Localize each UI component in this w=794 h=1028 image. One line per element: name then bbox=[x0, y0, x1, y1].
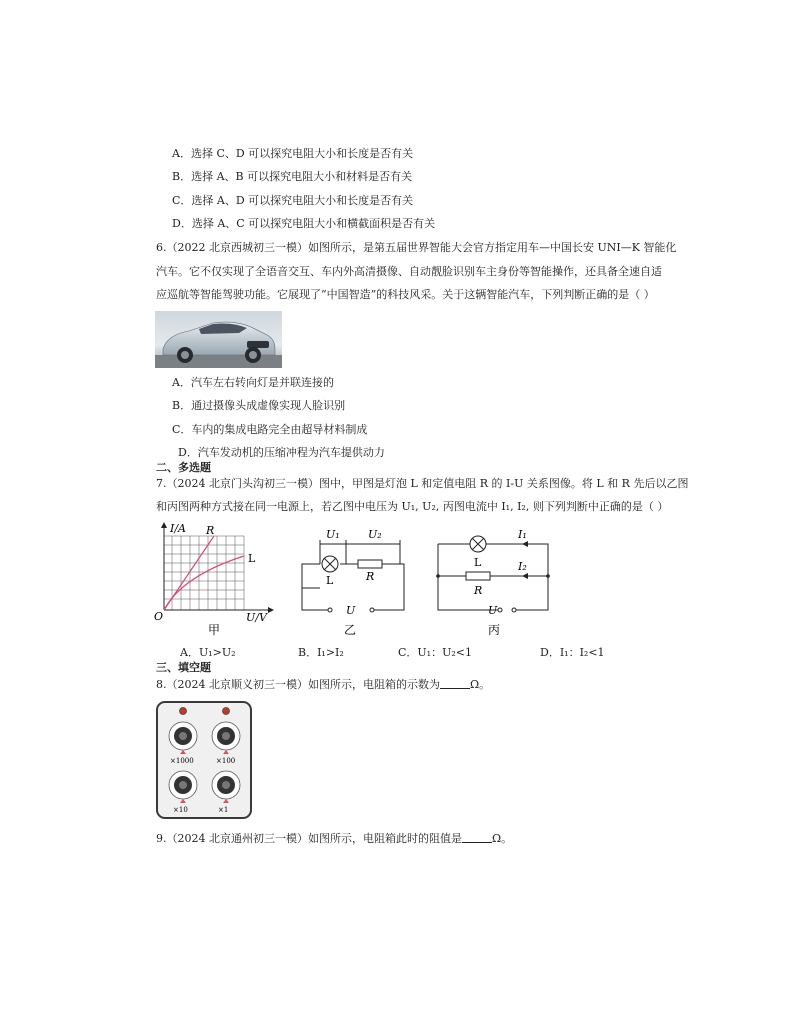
q6-stem-line-3: 应巡航等智能驾驶功能。它展现了“中国智造”的科技风采。关于这辆智能汽车，下列判断正确的是（ ） bbox=[156, 288, 655, 301]
q8-stem bbox=[156, 678, 490, 692]
section-heading-fill: 三、填空题 bbox=[156, 661, 211, 674]
q9-suffix: Ω。 bbox=[491, 832, 513, 845]
q6-option-b: B．通过摄像头成虚像实现人脸识别 bbox=[172, 399, 346, 412]
q9-stem bbox=[156, 832, 512, 846]
label-lamp: L bbox=[474, 556, 482, 569]
resistor-icon bbox=[358, 560, 382, 568]
iu-graph bbox=[152, 520, 276, 642]
q7-option-d: D．I₁：I₂<1 bbox=[540, 646, 605, 659]
circuit3-caption: 丙 bbox=[488, 623, 501, 637]
label-lamp: L bbox=[326, 574, 334, 587]
q6-option-c: C．车内的集成电路完全由超导材料制成 bbox=[172, 423, 368, 436]
section-heading-multi: 二、多选题 bbox=[156, 461, 211, 474]
label-u2: U₂ bbox=[368, 528, 382, 541]
parallel-circuit bbox=[432, 520, 554, 642]
q8-prefix: 8.（2024 北京顺义初三一模）如图所示，电阻箱的示数为 bbox=[156, 678, 440, 691]
q9-answer-blank[interactable] bbox=[462, 832, 492, 843]
q6-stem-line-2: 汽车。它不仅实现了全语音交互、车内外高清摄像、自动靓脸识别车主身份等智能操作，还具备全速自适 bbox=[156, 265, 662, 278]
label-source: U bbox=[346, 604, 356, 617]
q5-option-a: A．选择 C、D 可以探究电阻大小和长度是否有关 bbox=[172, 147, 414, 160]
q7-option-b: B．I₁>I₂ bbox=[298, 646, 344, 659]
q6-option-d: D．汽车发动机的压缩冲程为汽车提供动力 bbox=[178, 446, 385, 459]
q5-option-c: C．选择 A、D 可以探究电阻大小和长度是否有关 bbox=[172, 194, 414, 207]
resistance-box bbox=[156, 701, 252, 819]
q7-stem-line-1: 7.（2024 北京门头沟初三一模）图中，甲图是灯泡 L 和定值电阻 R 的 I-U 关系图像。将 L 和 R 先后以乙图 bbox=[156, 477, 689, 490]
label-source: U bbox=[488, 604, 498, 617]
q5-option-b: B．选择 A、B 可以探究电阻大小和材料是否有关 bbox=[172, 170, 413, 183]
series-circuit bbox=[296, 520, 412, 642]
graph-origin: O bbox=[154, 610, 164, 623]
label-u1: U₁ bbox=[326, 528, 340, 541]
resistor-icon bbox=[466, 572, 490, 580]
label-i1: I₁ bbox=[518, 528, 527, 541]
q6-option-a: A．汽车左右转向灯是并联连接的 bbox=[172, 376, 334, 389]
graph-curve-r-label: R bbox=[206, 524, 215, 537]
graph-ylabel: I/A bbox=[170, 522, 186, 535]
q7-option-a: A．U₁>U₂ bbox=[180, 646, 236, 659]
q6-stem-line-1: 6.（2022 北京西城初三一模）如图所示，是第五届世界智能大会官方指定用车—中国长安 UNI—K 智能化 bbox=[156, 241, 677, 254]
dial-label-1000: ×1000 bbox=[170, 757, 194, 765]
car-photo bbox=[155, 311, 282, 368]
q8-suffix: Ω。 bbox=[469, 678, 491, 691]
circuit2-caption: 乙 bbox=[344, 623, 357, 637]
q7-stem-line-2: 和丙图两种方式接在同一电源上，若乙图中电压为 U₁, U₂, 丙图电流中 I₁, I₂, 则下列判断中正确的是（ ） bbox=[156, 500, 669, 513]
label-resistor: R bbox=[366, 570, 375, 583]
curve-l bbox=[164, 556, 244, 610]
graph-caption: 甲 bbox=[208, 623, 221, 637]
graph-xlabel: U/V bbox=[246, 611, 267, 624]
q7-option-c: C．U₁：U₂<1 bbox=[398, 646, 472, 659]
q9-prefix: 9.（2024 北京通州初三一模）如图所示，电阻箱此时的阻值是 bbox=[156, 832, 462, 845]
dial-label-10: ×10 bbox=[173, 806, 188, 814]
q8-answer-blank[interactable] bbox=[440, 678, 470, 689]
dial-label-100: ×100 bbox=[216, 757, 236, 765]
label-i2: I₂ bbox=[518, 560, 527, 573]
graph-curve-l-label: L bbox=[248, 552, 256, 565]
label-resistor: R bbox=[474, 584, 483, 597]
dial-label-1: ×1 bbox=[218, 806, 229, 814]
q5-option-d: D．选择 A、C 可以探究电阻大小和横截面积是否有关 bbox=[172, 217, 436, 230]
